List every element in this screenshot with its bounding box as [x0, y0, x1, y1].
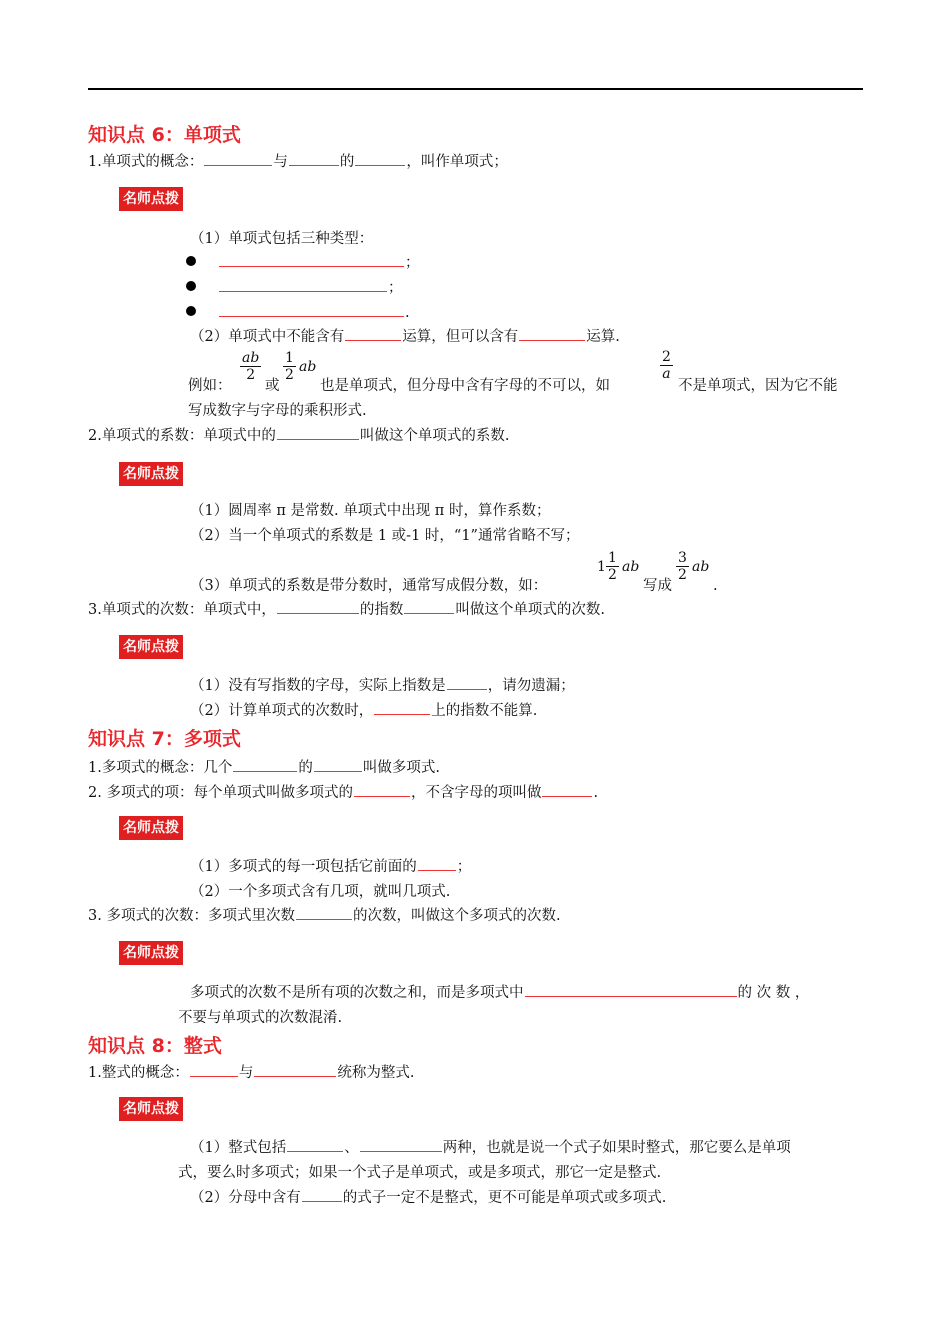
eg-prefix: 例如： — [188, 378, 232, 394]
tip-badge: 名师点拨 — [119, 816, 183, 840]
fraction-3-over-2: $\frac{3}{2}$ — [678, 550, 687, 583]
coef-note-3-end: . — [713, 578, 718, 594]
fraction-half: $\frac{1}{2}$ — [285, 350, 294, 383]
math-ab: ab — [692, 559, 710, 575]
mixed-whole: 1 — [597, 559, 606, 575]
degree-definition: 3.单项式的次数：单项式中， 的指数 叫做这个单项式的次数. — [88, 599, 605, 621]
polynomial-terms: 2. 多项式的项：每个单项式叫做多项式的 ，不含字母的项叫做 . — [88, 782, 598, 804]
bullet-line-2: ； — [218, 277, 403, 299]
coef-note-1: （1）圆周率 π 是常数. 单项式中出现 π 时，算作系数； — [190, 503, 551, 519]
term-note-1: （1）多项式的每一项包括它前面的 ； — [190, 856, 471, 878]
eg-middle: 也是单项式，但分母中含有字母的不可以，如 — [320, 378, 610, 394]
tip-badge: 名师点拨 — [119, 462, 183, 486]
math-ab: ab — [622, 559, 640, 575]
section-8-title: 知识点 8：整式 — [88, 1035, 222, 1057]
bullet-line-1: ； — [218, 252, 420, 274]
degree-note-2: （2）计算单项式的次数时， 上的指数不能算. — [190, 700, 537, 722]
section-7-title: 知识点 7：多项式 — [88, 728, 241, 750]
note-types-title: （1）单项式包括三种类型： — [190, 231, 374, 247]
polynomial-definition: 1.多项式的概念：几个 的 叫做多项式. — [88, 757, 440, 779]
math-ab: ab — [299, 359, 317, 375]
poly-degree-note-cont: 不要与单项式的次数混淆. — [178, 1010, 343, 1026]
integral-note-1-cont: 式，要么时多项式；如果一个式子是单项式，或是多项式，那它一定是整式. — [178, 1165, 662, 1181]
note-operations: （2）单项式中不能含有 运算，但可以含有 运算. — [190, 326, 620, 348]
tip-badge: 名师点拨 — [119, 187, 183, 211]
tip-badge: 名师点拨 — [119, 941, 183, 965]
tip-badge: 名师点拨 — [119, 1097, 183, 1121]
fraction-ab-over-2: $\frac{ab}{2}$ — [242, 350, 260, 383]
bullet-line-3: . — [218, 302, 410, 324]
bullet-icon — [186, 281, 196, 291]
degree-note-1: （1）没有写指数的字母，实际上指数是 ，请勿遗漏； — [190, 675, 575, 697]
eg-or: 或 — [265, 378, 280, 394]
poly-degree-note: 多项式的次数不是所有项的次数之和，而是多项式中 的 次 数 ， — [190, 982, 809, 1004]
eg-continued: 写成数字与字母的乘积形式. — [188, 403, 367, 419]
eg-end: 不是单项式，因为它不能 — [678, 378, 838, 394]
polynomial-degree: 3. 多项式的次数：多项式里次数 的次数，叫做这个多项式的次数. — [88, 905, 561, 927]
integral-expression-definition: 1.整式的概念： 与 统称为整式. — [88, 1062, 414, 1084]
coef-note-2: （2）当一个单项式的系数是 1 或-1 时，“1”通常省略不写； — [190, 528, 580, 544]
bullet-icon — [186, 306, 196, 316]
term-note-2: （2）一个多项式含有几项，就叫几项式. — [190, 884, 451, 900]
coef-note-3: （3）单项式的系数是带分数时，通常写成假分数，如： — [190, 578, 548, 594]
fraction-half: $\frac{1}{2}$ — [608, 550, 617, 583]
monomial-definition: 1.单项式的概念： 与 的 ，叫作单项式； — [88, 151, 508, 173]
tip-badge: 名师点拨 — [119, 635, 183, 659]
section-6-title: 知识点 6：单项式 — [88, 124, 241, 146]
header-rule — [88, 88, 863, 90]
fraction-2-over-a: $\frac{2}{a}$ — [662, 349, 671, 382]
bullet-icon — [186, 256, 196, 266]
integral-note-2: （2）分母中含有 的式子一定不是整式，更不可能是单项式或多项式. — [190, 1187, 666, 1209]
integral-note-1: （1）整式包括 、 两种，也就是说一个式子如果时整式，那它要么是单项 — [190, 1137, 791, 1159]
coef-note-3-writeas: 写成 — [643, 578, 672, 594]
coefficient-definition: 2.单项式的系数：单项式中的 叫做这个单项式的系数. — [88, 425, 509, 447]
